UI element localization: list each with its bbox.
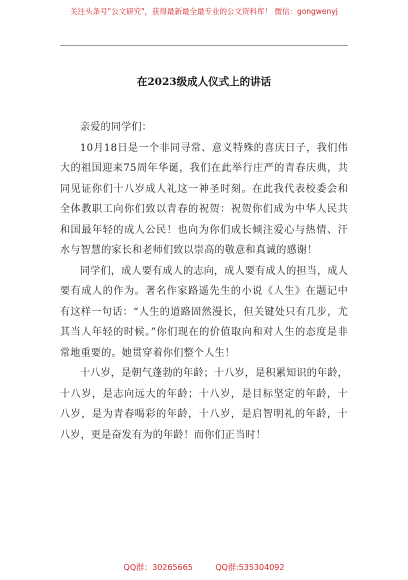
header-banner: 关注头条号"公文研究"，获得最新最全最专业的公文资料库！ 微信：gongwenyj [70, 7, 338, 16]
header-divider [60, 45, 348, 46]
document-body [60, 118, 348, 446]
paragraph: 十八岁，是朝气蓬勃的年龄；十八岁，是积累知识的年龄，十八岁，是志向远大的年龄；十八岁，是目标坚定的年龄，十八岁，是为青春喝彩的年龄，十八岁，是启智明礼的年龄，十八岁，更是奋发有为的年龄！而你们正当时！ [60, 368, 348, 441]
document-title: 在2023级成人仪式上的讲话 [136, 76, 272, 88]
footer-qq-group-2: QQ群:535304092 [215, 563, 285, 572]
footer [0, 562, 408, 573]
paragraph: 10月18日是一个非同寻常、意义特殊的喜庆日子，我们伟大的祖国迎来75周年华诞，我们在此举行庄严的青春庆典，共同见证你们十八岁成人礼这一神圣时刻。在此我代表校委会和全体教职工向你们致以青春的祝贺：祝贺你们成为中华人民共和国最年轻的成人公民！也向为你们成长倾注爱心与热情、汗水与智慧的家长和老师们致以崇高的敬意和真诚的感谢！ [60, 142, 348, 256]
footer-qq-group-1: QQ群：30265665 [123, 563, 193, 572]
salutation: 亲爱的同学们： [80, 122, 153, 133]
paragraph: 同学们，成人要有成人的志向，成人要有成人的担当，成人要有成人的作为。著名作家路遥先生的小说《人生》在题记中有这样一句话：“人生的道路固然漫长，但关键处只有几步，尤其当人年轻的时候。”你们现在的价值取向和对人生的态度是非常地重要的。她贯穿着你们整个人生！ [60, 265, 348, 359]
